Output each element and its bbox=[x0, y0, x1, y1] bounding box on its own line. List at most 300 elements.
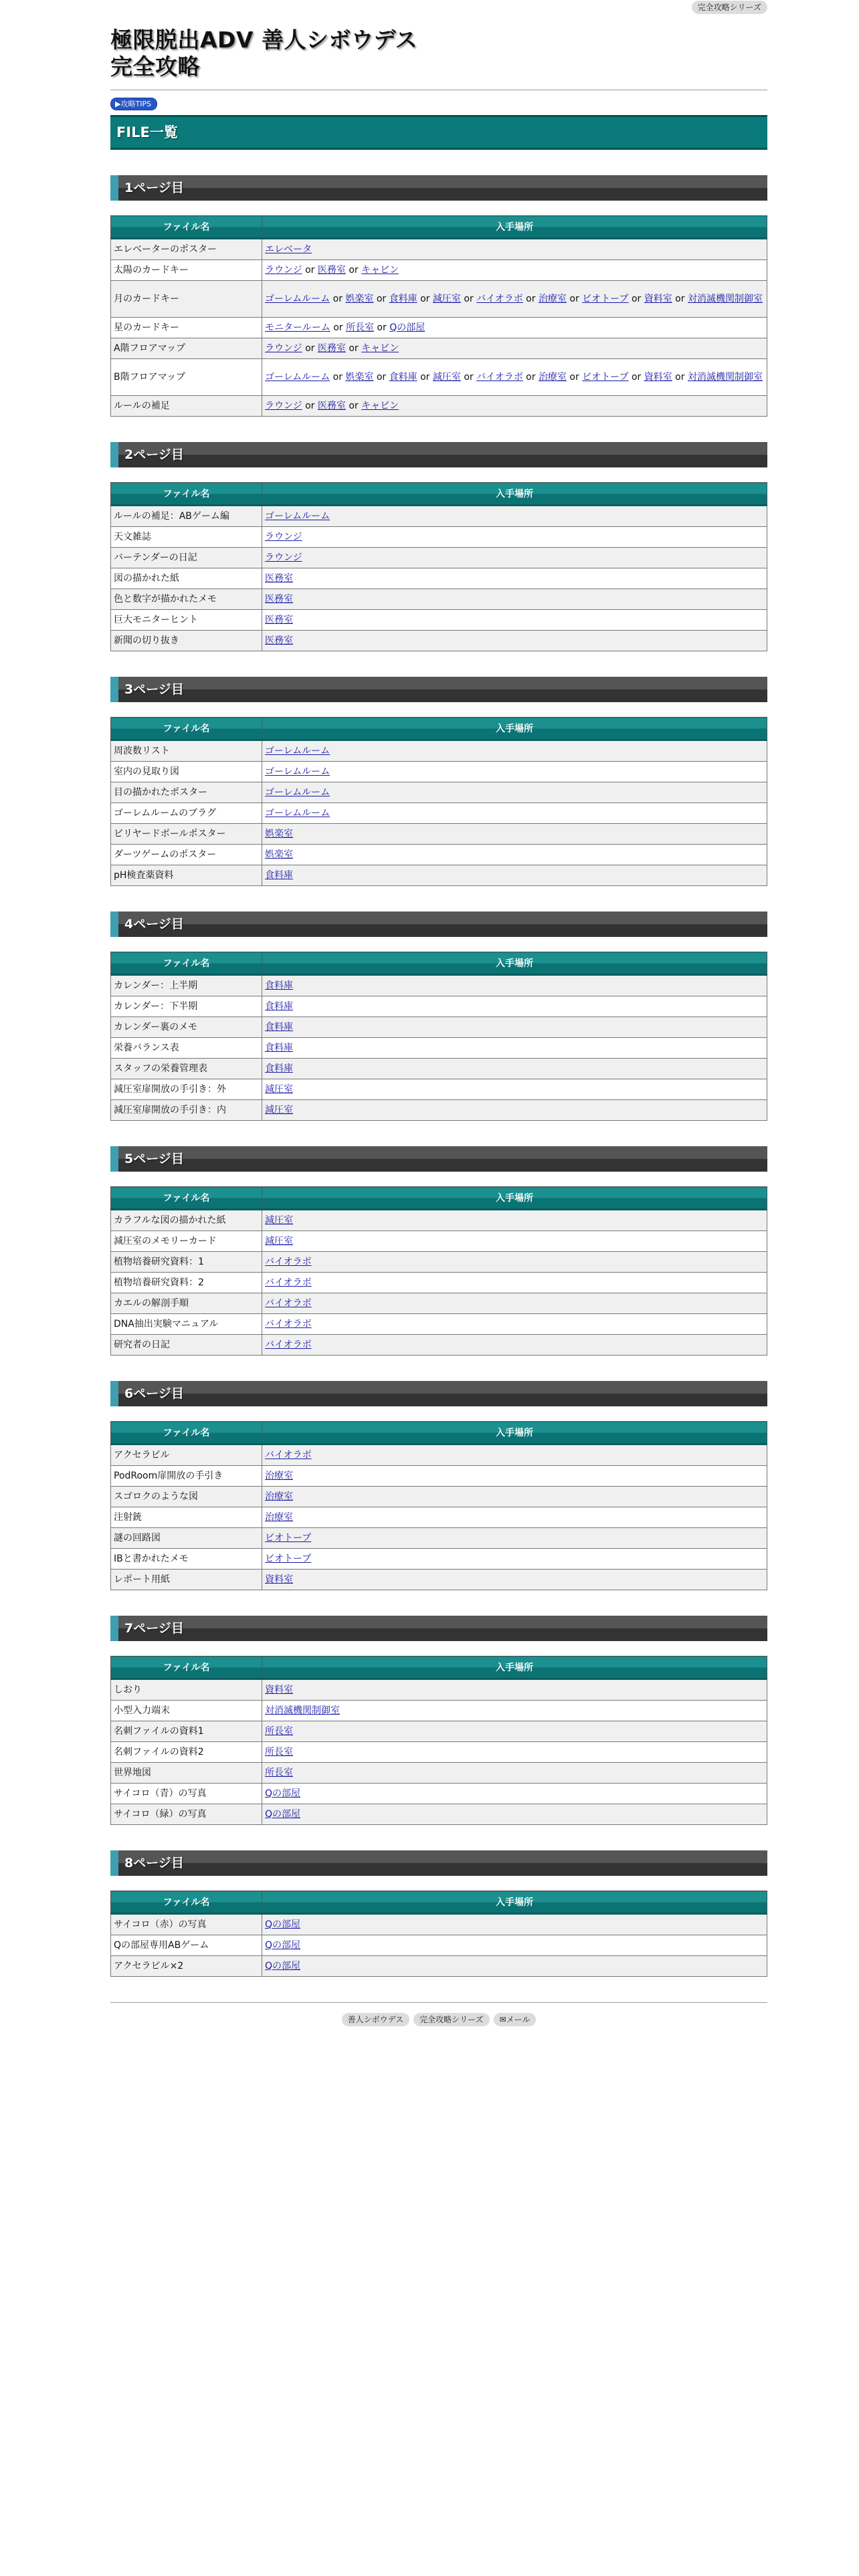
or-separator: or bbox=[420, 372, 430, 383]
location-cell bbox=[262, 1079, 767, 1100]
location-cell bbox=[262, 1549, 767, 1570]
file-section bbox=[110, 1381, 767, 1590]
location-cell bbox=[262, 1273, 767, 1293]
or-separator: or bbox=[332, 372, 343, 383]
table-row bbox=[111, 1570, 767, 1590]
table-row bbox=[111, 610, 767, 631]
location-cell bbox=[262, 975, 767, 996]
or-separator: or bbox=[675, 372, 685, 383]
location-link[interactable]: 対消滅機関制御室 bbox=[687, 294, 763, 304]
table-row bbox=[111, 1679, 767, 1701]
location-cell bbox=[262, 1100, 767, 1121]
location-link[interactable]: 医務室 bbox=[265, 635, 293, 646]
or-separator: or bbox=[376, 294, 387, 304]
location-link[interactable]: バイオラボ bbox=[265, 1339, 312, 1350]
location-link[interactable]: 娯楽室 bbox=[345, 372, 374, 383]
or-separator: or bbox=[305, 343, 315, 354]
table-row bbox=[111, 1210, 767, 1231]
location-link[interactable]: 所長室 bbox=[265, 1726, 293, 1737]
location-link[interactable]: バイオラボ bbox=[476, 294, 523, 304]
column-header-file-name: ファイル名 bbox=[111, 216, 262, 239]
location-link[interactable]: 食料庫 bbox=[389, 294, 417, 304]
file-name-cell: 植物培養研究資料：1 bbox=[111, 1252, 262, 1273]
location-cell bbox=[262, 318, 767, 338]
file-table bbox=[110, 1421, 767, 1590]
location-cell bbox=[262, 1293, 767, 1314]
location-link[interactable]: ラウンジ bbox=[265, 552, 302, 563]
or-separator: or bbox=[526, 372, 536, 383]
location-cell bbox=[262, 1763, 767, 1784]
table-row bbox=[111, 281, 767, 318]
location-cell bbox=[262, 1679, 767, 1701]
file-name-cell: IBと書かれたメモ bbox=[111, 1549, 262, 1570]
location-cell bbox=[262, 1914, 767, 1935]
location-link[interactable]: ビオトープ bbox=[582, 372, 629, 383]
file-name-cell: ゴーレムルームのブラグ bbox=[111, 803, 262, 824]
footer-nav bbox=[110, 2012, 767, 2026]
file-list-banner: FILE一覧 bbox=[110, 115, 767, 150]
page-container bbox=[110, 0, 767, 2026]
file-name-cell: 星のカードキー bbox=[111, 318, 262, 338]
location-cell bbox=[262, 1038, 767, 1059]
file-section bbox=[110, 1616, 767, 1825]
location-link[interactable]: 食料庫 bbox=[265, 980, 293, 991]
location-link[interactable]: 医務室 bbox=[265, 594, 293, 605]
file-table bbox=[110, 1891, 767, 1977]
location-cell bbox=[262, 1956, 767, 1977]
table-row bbox=[111, 1935, 767, 1956]
table-row bbox=[111, 506, 767, 527]
or-separator: or bbox=[377, 322, 387, 333]
table-row bbox=[111, 1487, 767, 1507]
location-link[interactable]: キャビン bbox=[361, 265, 399, 276]
file-name-cell: サイコロ（緑）の写真 bbox=[111, 1804, 262, 1825]
file-name-cell: 図の描かれた紙 bbox=[111, 568, 262, 589]
location-link[interactable]: 食料庫 bbox=[389, 372, 417, 383]
file-section bbox=[110, 1850, 767, 1977]
file-name-cell: レポート用紙 bbox=[111, 1570, 262, 1590]
table-row bbox=[111, 1507, 767, 1528]
location-link[interactable]: 食料庫 bbox=[265, 1043, 293, 1053]
file-name-cell: 室内の見取り図 bbox=[111, 762, 262, 782]
column-header-file-name: ファイル名 bbox=[111, 952, 262, 975]
location-cell bbox=[262, 1721, 767, 1742]
location-cell bbox=[262, 396, 767, 417]
section-heading: 6ページ目 bbox=[110, 1381, 767, 1406]
location-cell bbox=[262, 865, 767, 886]
location-link[interactable]: 食料庫 bbox=[265, 1001, 293, 1012]
location-cell bbox=[262, 506, 767, 527]
file-name-cell: バーテンダーの日記 bbox=[111, 548, 262, 568]
file-name-cell: アクセラビル bbox=[111, 1444, 262, 1466]
file-name-cell: ダーツゲームのポスター bbox=[111, 845, 262, 865]
location-link[interactable]: 医務室 bbox=[265, 615, 293, 625]
table-row bbox=[111, 1528, 767, 1549]
location-link[interactable]: ラウンジ bbox=[265, 532, 302, 542]
location-link[interactable]: バイオラボ bbox=[265, 1319, 312, 1329]
location-link[interactable]: 資料室 bbox=[265, 1574, 293, 1585]
tips-row bbox=[110, 96, 767, 110]
location-link[interactable]: Qの部屋 bbox=[265, 1788, 301, 1799]
table-row bbox=[111, 996, 767, 1017]
table-row bbox=[111, 803, 767, 824]
location-link[interactable]: 食料庫 bbox=[265, 870, 293, 881]
table-row bbox=[111, 782, 767, 803]
table-row bbox=[111, 1956, 767, 1977]
location-link[interactable]: Qの部屋 bbox=[265, 1961, 301, 1971]
table-row bbox=[111, 527, 767, 548]
file-name-cell: 研究者の日記 bbox=[111, 1335, 262, 1356]
location-cell bbox=[262, 1784, 767, 1804]
location-cell bbox=[262, 1487, 767, 1507]
file-section bbox=[110, 1146, 767, 1356]
location-link[interactable]: 減圧室 bbox=[265, 1215, 293, 1226]
table-row bbox=[111, 762, 767, 782]
or-separator: or bbox=[420, 294, 430, 304]
file-name-cell: 太陽のカードキー bbox=[111, 260, 262, 281]
file-name-cell: カラフルな図の描かれた紙 bbox=[111, 1210, 262, 1231]
location-link[interactable]: ゴーレムルーム bbox=[265, 746, 330, 756]
location-cell bbox=[262, 1570, 767, 1590]
footer-divider bbox=[110, 2002, 767, 2003]
file-table bbox=[110, 717, 767, 886]
table-row bbox=[111, 318, 767, 338]
or-separator: or bbox=[333, 322, 343, 333]
column-header-location: 入手場所 bbox=[262, 216, 767, 239]
location-cell bbox=[262, 1210, 767, 1231]
table-row bbox=[111, 865, 767, 886]
location-link[interactable]: 資料室 bbox=[644, 294, 672, 304]
file-name-cell: 新聞の切り抜き bbox=[111, 631, 262, 651]
or-separator: or bbox=[305, 401, 315, 411]
column-header-location: 入手場所 bbox=[262, 1422, 767, 1444]
table-row bbox=[111, 396, 767, 417]
table-row bbox=[111, 1314, 767, 1335]
file-section bbox=[110, 442, 767, 651]
location-link[interactable]: 資料室 bbox=[265, 1685, 293, 1695]
page-title-line2: 完全攻略 bbox=[110, 53, 200, 80]
location-cell bbox=[262, 359, 767, 396]
column-header-file-name: ファイル名 bbox=[111, 1187, 262, 1210]
table-row bbox=[111, 1784, 767, 1804]
location-link[interactable]: キャビン bbox=[361, 343, 399, 354]
location-link[interactable]: バイオラボ bbox=[265, 1257, 312, 1267]
location-link[interactable]: Qの部屋 bbox=[265, 1940, 301, 1951]
location-link[interactable]: 娯楽室 bbox=[345, 294, 374, 304]
file-name-cell: 減圧室のメモリーカード bbox=[111, 1231, 262, 1252]
table-row bbox=[111, 1444, 767, 1466]
file-name-cell: ルールの補足：ABゲーム編 bbox=[111, 506, 262, 527]
file-name-cell: サイコロ（青）の写真 bbox=[111, 1784, 262, 1804]
location-cell bbox=[262, 1701, 767, 1721]
location-link[interactable]: ラウンジ bbox=[265, 343, 302, 354]
location-cell bbox=[262, 527, 767, 548]
location-cell bbox=[262, 1059, 767, 1079]
series-link[interactable]: 完全攻略シリーズ bbox=[692, 1, 767, 14]
column-header-location: 入手場所 bbox=[262, 718, 767, 740]
file-name-cell: pH検査薬資料 bbox=[111, 865, 262, 886]
location-link[interactable]: ビオトープ bbox=[265, 1553, 312, 1564]
or-separator: or bbox=[332, 294, 343, 304]
file-table bbox=[110, 1186, 767, 1356]
table-row bbox=[111, 1079, 767, 1100]
file-name-cell: Qの部屋専用ABゲーム bbox=[111, 1935, 262, 1956]
or-separator: or bbox=[376, 372, 387, 383]
footer-link[interactable]: ✉メール bbox=[494, 2013, 537, 2026]
file-name-cell: カレンダー：下半期 bbox=[111, 996, 262, 1017]
location-link[interactable]: 対消滅機関制御室 bbox=[265, 1705, 340, 1716]
or-separator: or bbox=[349, 401, 359, 411]
file-name-cell: スタッフの栄養管理表 bbox=[111, 1059, 262, 1079]
location-link[interactable]: キャビン bbox=[361, 401, 399, 411]
file-name-cell: サイコロ（赤）の写真 bbox=[111, 1914, 262, 1935]
location-link[interactable]: モニタールーム bbox=[265, 322, 330, 333]
location-link[interactable]: バイオラボ bbox=[265, 1277, 312, 1288]
page-title bbox=[110, 27, 767, 80]
or-separator: or bbox=[464, 372, 474, 383]
location-link[interactable]: エレベータ bbox=[265, 244, 312, 255]
or-separator: or bbox=[569, 294, 579, 304]
location-cell bbox=[262, 1335, 767, 1356]
or-separator: or bbox=[349, 343, 359, 354]
location-cell bbox=[262, 281, 767, 318]
file-name-cell: DNA抽出実験マニュアル bbox=[111, 1314, 262, 1335]
location-cell bbox=[262, 762, 767, 782]
tips-button[interactable]: ▶攻略TIPS bbox=[110, 98, 157, 110]
column-header-file-name: ファイル名 bbox=[111, 718, 262, 740]
file-name-cell: 栄養バランス表 bbox=[111, 1038, 262, 1059]
location-link[interactable]: 減圧室 bbox=[265, 1236, 293, 1247]
file-name-cell: 謎の回路図 bbox=[111, 1528, 262, 1549]
location-link[interactable]: ビオトープ bbox=[582, 294, 629, 304]
location-link[interactable]: 資料室 bbox=[644, 372, 672, 383]
table-row bbox=[111, 589, 767, 610]
location-link[interactable]: 治療室 bbox=[265, 1491, 293, 1502]
column-header-file-name: ファイル名 bbox=[111, 1422, 262, 1444]
location-link[interactable]: ラウンジ bbox=[265, 265, 302, 276]
column-header-file-name: ファイル名 bbox=[111, 1656, 262, 1679]
location-cell bbox=[262, 260, 767, 281]
table-row bbox=[111, 1549, 767, 1570]
location-link[interactable]: Qの部屋 bbox=[265, 1809, 301, 1820]
section-heading: 8ページ目 bbox=[110, 1850, 767, 1876]
file-name-cell: 減圧室扉開放の手引き：内 bbox=[111, 1100, 262, 1121]
table-row bbox=[111, 631, 767, 651]
file-table bbox=[110, 215, 767, 417]
section-heading: 3ページ目 bbox=[110, 677, 767, 702]
location-link[interactable]: ゴーレムルーム bbox=[265, 294, 330, 304]
location-cell bbox=[262, 1935, 767, 1956]
file-name-cell: アクセラビル×2 bbox=[111, 1956, 262, 1977]
file-section bbox=[110, 175, 767, 417]
file-name-cell: ビリヤードボールポスター bbox=[111, 824, 262, 845]
column-header-file-name: ファイル名 bbox=[111, 483, 262, 506]
section-heading: 5ページ目 bbox=[110, 1146, 767, 1172]
column-header-location: 入手場所 bbox=[262, 483, 767, 506]
top-nav bbox=[110, 0, 767, 15]
table-row bbox=[111, 824, 767, 845]
table-row bbox=[111, 1742, 767, 1763]
location-cell bbox=[262, 845, 767, 865]
location-cell bbox=[262, 1444, 767, 1466]
location-cell bbox=[262, 1017, 767, 1038]
location-link[interactable]: ゴーレムルーム bbox=[265, 372, 330, 383]
location-link[interactable]: ゴーレムルーム bbox=[265, 787, 330, 798]
location-cell bbox=[262, 1252, 767, 1273]
table-row bbox=[111, 1721, 767, 1742]
location-cell bbox=[262, 1528, 767, 1549]
file-name-cell: 注射銃 bbox=[111, 1507, 262, 1528]
table-row bbox=[111, 1273, 767, 1293]
location-link[interactable]: Qの部屋 bbox=[265, 1919, 301, 1930]
table-row bbox=[111, 338, 767, 359]
location-link[interactable]: 所長室 bbox=[265, 1767, 293, 1778]
file-name-cell: スゴロクのような図 bbox=[111, 1487, 262, 1507]
table-row bbox=[111, 1038, 767, 1059]
location-cell bbox=[262, 568, 767, 589]
location-link[interactable]: 医務室 bbox=[317, 343, 346, 354]
file-name-cell: 目の描かれたポスター bbox=[111, 782, 262, 803]
location-cell bbox=[262, 996, 767, 1017]
location-cell bbox=[262, 1742, 767, 1763]
location-link[interactable]: ゴーレムルーム bbox=[265, 511, 330, 522]
table-row bbox=[111, 1017, 767, 1038]
or-separator: or bbox=[631, 372, 642, 383]
location-cell bbox=[262, 782, 767, 803]
file-name-cell: A階フロアマップ bbox=[111, 338, 262, 359]
location-link[interactable]: 医務室 bbox=[265, 573, 293, 584]
file-section bbox=[110, 911, 767, 1121]
table-row bbox=[111, 845, 767, 865]
location-link[interactable]: 所長室 bbox=[265, 1747, 293, 1757]
column-header-location: 入手場所 bbox=[262, 952, 767, 975]
file-name-cell: 植物培養研究資料：2 bbox=[111, 1273, 262, 1293]
location-link[interactable]: ラウンジ bbox=[265, 401, 302, 411]
location-link[interactable]: 医務室 bbox=[317, 265, 346, 276]
location-link[interactable]: 所長室 bbox=[345, 322, 374, 333]
table-row bbox=[111, 975, 767, 996]
file-name-cell: 巨大モニターヒント bbox=[111, 610, 262, 631]
table-row bbox=[111, 1804, 767, 1825]
table-row bbox=[111, 1335, 767, 1356]
file-name-cell: しおり bbox=[111, 1679, 262, 1701]
table-row bbox=[111, 1293, 767, 1314]
file-name-cell: 周波数リスト bbox=[111, 740, 262, 762]
file-name-cell: 名刺ファイルの資料1 bbox=[111, 1721, 262, 1742]
location-cell bbox=[262, 1507, 767, 1528]
column-header-location: 入手場所 bbox=[262, 1656, 767, 1679]
table-row bbox=[111, 1100, 767, 1121]
column-header-location: 入手場所 bbox=[262, 1891, 767, 1914]
location-link[interactable]: 治療室 bbox=[538, 372, 567, 383]
location-cell bbox=[262, 631, 767, 651]
table-row bbox=[111, 1914, 767, 1935]
file-name-cell: 色と数字が描かれたメモ bbox=[111, 589, 262, 610]
file-name-cell: 名刺ファイルの資料2 bbox=[111, 1742, 262, 1763]
file-name-cell: PodRoom扉開放の手引き bbox=[111, 1466, 262, 1487]
or-separator: or bbox=[675, 294, 685, 304]
file-name-cell: 月のカードキー bbox=[111, 281, 262, 318]
or-separator: or bbox=[569, 372, 579, 383]
location-link[interactable]: 減圧室 bbox=[432, 294, 461, 304]
location-cell bbox=[262, 740, 767, 762]
location-link[interactable]: ゴーレムルーム bbox=[265, 766, 330, 777]
column-header-file-name: ファイル名 bbox=[111, 1891, 262, 1914]
location-link[interactable]: バイオラボ bbox=[265, 1298, 312, 1309]
location-link[interactable]: バイオラボ bbox=[265, 1450, 312, 1461]
table-row bbox=[111, 1059, 767, 1079]
file-name-cell: ルールの補足 bbox=[111, 396, 262, 417]
file-section bbox=[110, 677, 767, 886]
location-cell bbox=[262, 803, 767, 824]
location-cell bbox=[262, 610, 767, 631]
location-link[interactable]: ビオトープ bbox=[265, 1533, 312, 1543]
table-row bbox=[111, 359, 767, 396]
file-name-cell: 世界地図 bbox=[111, 1763, 262, 1784]
location-cell bbox=[262, 589, 767, 610]
page-title-line1: 極限脱出ADV 善人シボウデス bbox=[110, 27, 418, 53]
location-link[interactable]: 減圧室 bbox=[265, 1084, 293, 1095]
or-separator: or bbox=[349, 265, 359, 276]
location-cell bbox=[262, 1314, 767, 1335]
footer-link[interactable]: 完全攻略シリーズ bbox=[413, 2013, 489, 2026]
column-header-location: 入手場所 bbox=[262, 1187, 767, 1210]
or-separator: or bbox=[526, 294, 536, 304]
table-row bbox=[111, 740, 767, 762]
section-heading: 1ページ目 bbox=[110, 175, 767, 201]
location-link[interactable]: 治療室 bbox=[265, 1471, 293, 1481]
location-link[interactable]: 減圧室 bbox=[432, 372, 461, 383]
section-heading: 7ページ目 bbox=[110, 1616, 767, 1641]
location-link[interactable]: 娯楽室 bbox=[265, 829, 293, 839]
table-row bbox=[111, 568, 767, 589]
file-table bbox=[110, 1656, 767, 1825]
file-name-cell: エレベーターのポスター bbox=[111, 239, 262, 260]
section-heading: 2ページ目 bbox=[110, 442, 767, 467]
location-link[interactable]: 治療室 bbox=[265, 1512, 293, 1523]
file-name-cell: B階フロアマップ bbox=[111, 359, 262, 396]
location-cell bbox=[262, 1466, 767, 1487]
file-name-cell: カレンダー裏のメモ bbox=[111, 1017, 262, 1038]
file-table bbox=[110, 482, 767, 651]
or-separator: or bbox=[464, 294, 474, 304]
file-name-cell: カレンダー：上半期 bbox=[111, 975, 262, 996]
location-link[interactable]: 対消滅機関制御室 bbox=[687, 372, 763, 383]
location-cell bbox=[262, 824, 767, 845]
file-name-cell: 小型入力端末 bbox=[111, 1701, 262, 1721]
location-link[interactable]: 食料庫 bbox=[265, 1063, 293, 1074]
location-cell bbox=[262, 1231, 767, 1252]
location-link[interactable]: 治療室 bbox=[538, 294, 567, 304]
location-link[interactable]: 減圧室 bbox=[265, 1105, 293, 1115]
location-link[interactable]: 娯楽室 bbox=[265, 849, 293, 860]
location-link[interactable]: 食料庫 bbox=[265, 1022, 293, 1033]
location-link[interactable]: Qの部屋 bbox=[389, 322, 425, 333]
footer-link[interactable]: 善人シボウデス bbox=[342, 2013, 410, 2026]
table-row bbox=[111, 1231, 767, 1252]
location-cell bbox=[262, 239, 767, 260]
section-heading: 4ページ目 bbox=[110, 911, 767, 937]
table-row bbox=[111, 1252, 767, 1273]
table-row bbox=[111, 260, 767, 281]
location-link[interactable]: 医務室 bbox=[317, 401, 346, 411]
location-link[interactable]: ゴーレムルーム bbox=[265, 808, 330, 819]
or-separator: or bbox=[305, 265, 315, 276]
file-sections bbox=[110, 175, 767, 1977]
table-row bbox=[111, 1466, 767, 1487]
location-cell bbox=[262, 548, 767, 568]
location-link[interactable]: バイオラボ bbox=[476, 372, 523, 383]
